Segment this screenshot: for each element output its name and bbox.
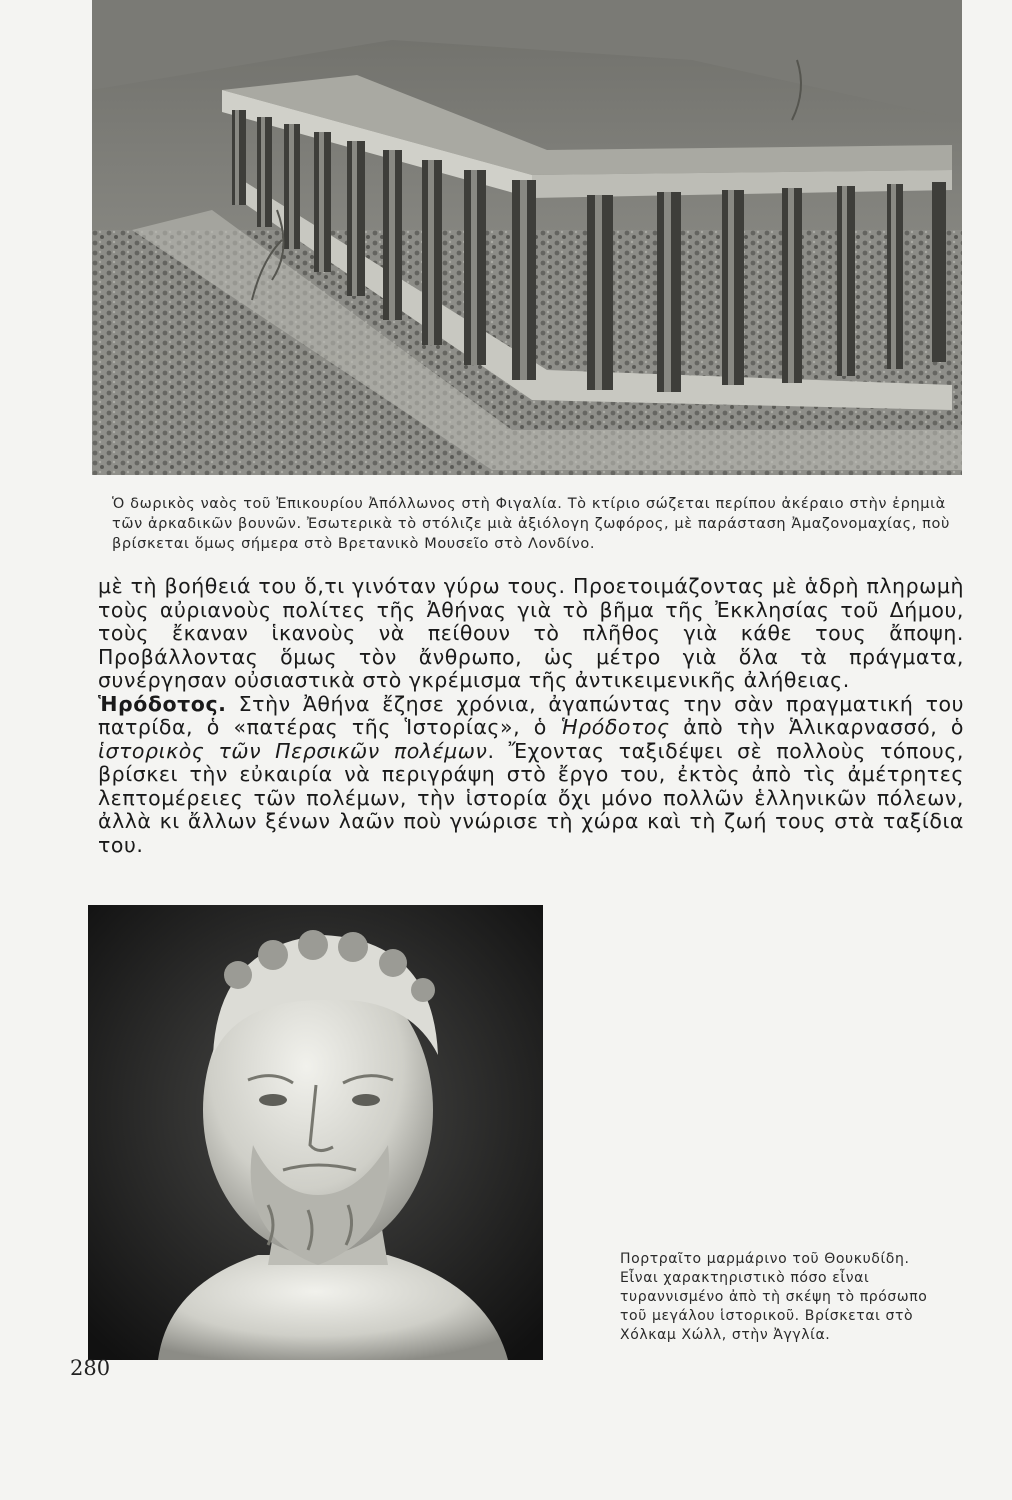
temple-photo — [92, 0, 962, 475]
bust-caption: Πορτραῖτο μαρμάρινο τοῦ Θουκυδίδη. Εἶναι χαρακτηριστικὸ πόσο εἶναι τυραννισμένο ἀπὸ τὴ σκέψη τὸ πρόσωπο τοῦ μεγάλου ἱστορικοῦ. Βρίσκεται στὸ Χόλκαμ Χώλλ, στὴν Ἀγγλία. — [620, 1251, 928, 1343]
paragraph-text: Στὴν Ἀθήνα ἔζησε χρόνια, ἀγαπώντας την σὰν πραγματική του πατρίδα, ὁ «πατέρας τῆς Ἱστορίας», ὁ — [98, 691, 964, 739]
paragraph-text: ἀπὸ τὴν Ἁλικαρνασσό, ὁ — [669, 715, 965, 739]
section-heading-herodotus: Ἡρόδοτος. — [98, 691, 227, 716]
paragraph-herodotus — [98, 693, 964, 858]
bust-photo — [88, 905, 543, 1360]
paragraph-text: . Ἔχοντας ταξιδέψει σὲ πολλοὺς τόπους, βρίσκει τὴν εὐκαιρία νὰ περιγράψη στὸ ἔργο του, ἐκτὸς ἀπὸ τὶς ἀμέτρητες λεπτομέρειες τῶν πολέμων, τὴν ἱστορία ὄχι μόνο πολλῶν ἑλληνικῶν πόλεων, ἀλλὰ κι ἄλλων ξένων λαῶν ποὺ γνώρισε τὴ χώρα καὶ τὴ ζωή τους στὰ ταξίδια του. — [98, 738, 964, 857]
temple-caption: Ὁ δωρικὸς ναὸς τοῦ Ἐπικουρίου Ἀπόλλωνος στὴ Φιγαλία. Τὸ κτίριο σώζεται περίπου ἀκέραιο στὴν ἐρημιὰ τῶν ἀρκαδικῶν βουνῶν. Ἐσωτερικὰ τὸ στόλιζε μιὰ ἀξιόλογη ζωφόρος, μὲ παράσταση Ἀμαζονομαχίας, ποὺ βρίσκεται ὅμως σήμερα στὸ Βρετανικὸ Μουσεῖο στὸ Λονδίνο. — [112, 496, 950, 552]
page-number: 280 — [70, 1356, 111, 1380]
body-text — [98, 575, 964, 857]
paragraph-sophists: μὲ τὴ βοήθειά του ὅ,τι γινόταν γύρω τους. Προετοιμάζοντας μὲ ἁδρὴ πληρωμὴ τοὺς αὐριανοὺς πολίτες τῆς Ἀθήνας γιὰ τὸ βῆμα τῆς Ἐκκλησίας τοῦ Δήμου, τοὺς ἔκαναν ἱκανοὺς νὰ πείθουν τὸ πλῆθος γιὰ κάθε τους ἄποψη. Προβάλλοντας ὅμως τὸν ἄνθρωπο, ὡς μέτρο γιὰ ὅλα τὰ πράγματα, συνέργησαν οὐσιαστικὰ στὸ γκρέμισμα τῆς ἀντικειμενικῆς ἀλήθειας. — [98, 574, 964, 692]
bust-illustration — [88, 905, 543, 1360]
herodotus-name: Ἡρόδοτος — [560, 715, 670, 739]
temple-illustration — [92, 0, 962, 475]
historian-title: ἱστορικὸς τῶν Περσικῶν πολέμων — [98, 738, 488, 763]
